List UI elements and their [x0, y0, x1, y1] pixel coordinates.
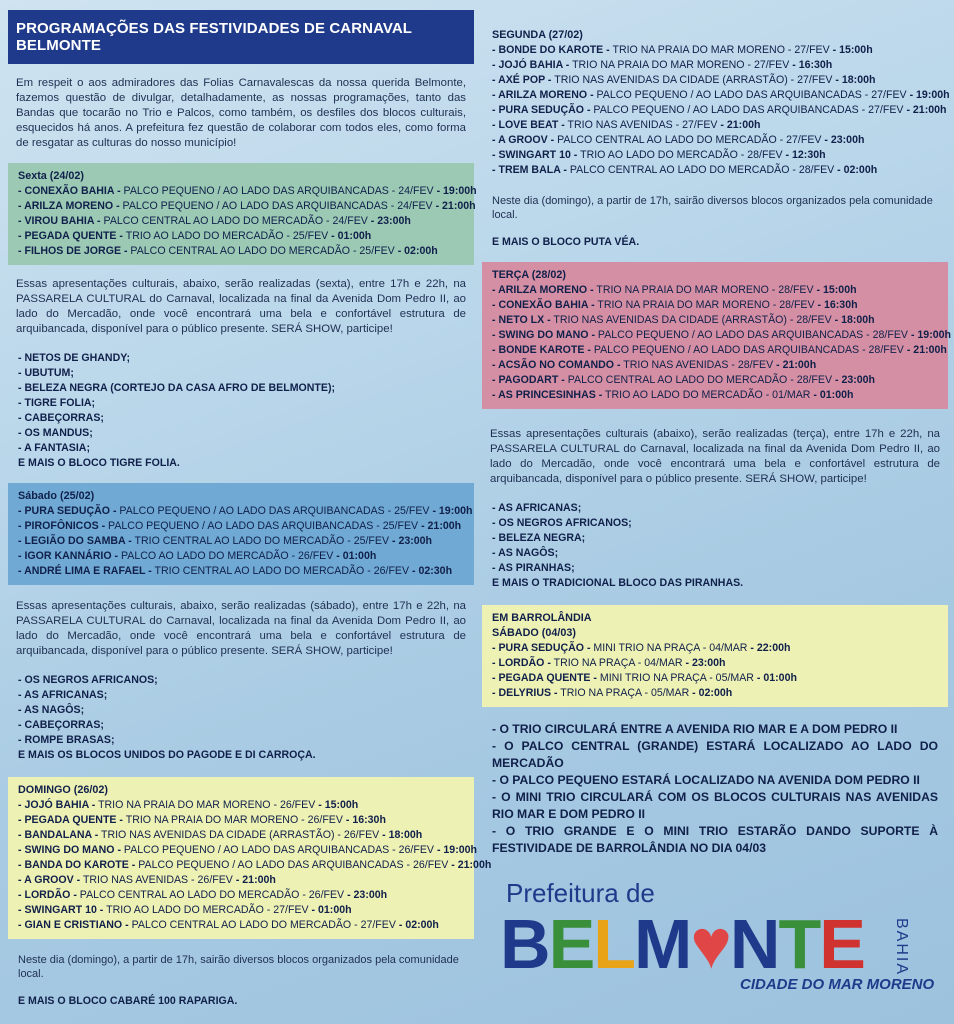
band-time: - 21:00h [451, 859, 492, 871]
band-time: - 18:00h [834, 314, 875, 326]
band-name: - PEGADA QUENTE - [492, 672, 597, 684]
band-time: - 18:00h [382, 829, 423, 841]
band-time: - 16:30h [345, 814, 386, 826]
band-location: TRIO NA PRAIA DO MAR MORENO - 26/FEV [95, 799, 319, 811]
band-name: - ACSÃO NO COMANDO - [492, 359, 621, 371]
band-name: - DELYRIUS - [492, 687, 558, 699]
sexta-blocos-list [8, 349, 474, 473]
schedule-row [492, 103, 947, 118]
band-time: - 19:00h [432, 505, 473, 517]
schedule-row [18, 873, 464, 888]
band-name: - BONDE KAROTE - [492, 344, 591, 356]
prefeitura-logo [500, 878, 950, 1018]
domingo-extra: E MAIS O BLOCO CABARÉ 100 RAPARIGA. [18, 995, 238, 1007]
band-name: - LORDÃO - [492, 657, 551, 669]
bloco-item: - OS NEGROS AFRICANOS; [492, 517, 632, 529]
band-time: - 15:00h [832, 44, 873, 56]
band-name: - PURA SEDUÇÃO - [18, 505, 117, 517]
schedule-row [18, 534, 464, 549]
band-location: TRIO AO LADO DO MERCADÃO - 01/MAR [602, 389, 814, 401]
schedule-row [18, 199, 476, 214]
band-location: TRIO AO LADO DO MERCADÃO - 27/FEV [103, 904, 312, 916]
band-name: - CONEXÃO BAHIA - [492, 299, 595, 311]
logo-letter: M [634, 905, 691, 983]
barrolandia-place: EM BARROLÂNDIA [492, 612, 592, 624]
intro-text: Em respeit o aos admiradores das Folias Carnavalescas da nossa querida Belmonte, fazemos questão de divulgar, detalhadamente, as nossas programações, tanto das Bandas que tocarão no Trio e Palcos, como também, os desfiles dos blocos culturais, esquecidos há anos. A prefeitura fez questão de colaborar com todos eles, como forma de resgatar as culturas do nosso município! [16, 77, 466, 149]
info-item: - O TRIO CIRCULARÁ ENTRE A AVENIDA RIO MAR E A DOM PEDRO II [492, 722, 898, 736]
band-name: - BANDA DO KAROTE - [18, 859, 136, 871]
band-time: - 15:00h [816, 284, 857, 296]
bloco-item: E MAIS OS BLOCOS UNIDOS DO PAGODE E DI CARROÇA. [18, 749, 316, 761]
band-name: - PEGADA QUENTE - [18, 230, 123, 242]
schedule-row [492, 686, 938, 701]
band-time: - 23:00h [685, 657, 726, 669]
band-location: TRIO NAS AVENIDAS - 27/FEV [564, 119, 721, 131]
terca-schedule [492, 283, 951, 403]
band-name: - SWING DO MANO - [18, 844, 121, 856]
schedule-row [18, 843, 477, 858]
band-location: PALCO CENTRAL AO LADO DO MERCADÃO - 25/FEV [127, 245, 398, 257]
sabado-blocos-list [8, 671, 474, 765]
schedule-row [492, 283, 938, 298]
schedule-row [18, 918, 464, 933]
bloco-item: - A FANTASIA; [18, 442, 90, 454]
band-location: PALCO PEQUENO / AO LADO DAS ARQUIBANCADAS - 24/FEV [119, 200, 436, 212]
sabado-schedule [18, 504, 473, 579]
band-location: PALCO CENTRAL AO LADO DO MERCADÃO - 27/FEV [128, 919, 399, 931]
domingo-section [8, 777, 492, 939]
schedule-row [492, 58, 938, 73]
sabado-section [8, 483, 474, 585]
band-time: - 21:00h [235, 874, 276, 886]
schedule-row [18, 858, 492, 873]
terca-blocos-list [482, 499, 948, 593]
band-name: - SWINGART 10 - [18, 904, 104, 916]
band-location: TRIO NA PRAIA DO MAR MORENO - 26/FEV [122, 814, 346, 826]
bloco-item: E MAIS O BLOCO TIGRE FOLIA. [18, 457, 180, 469]
bloco-item: - NETOS DE GHANDY; [18, 352, 131, 364]
schedule-row [18, 564, 464, 579]
bloco-item: - BELEZA NEGRA; [492, 532, 586, 544]
schedule-row [492, 43, 938, 58]
schedule-row [18, 504, 473, 519]
band-location: TRIO NA PRAIA DO MAR MORENO - 27/FEV [609, 44, 833, 56]
band-name: - ARILZA MORENO - [492, 284, 594, 296]
schedule-row [18, 813, 464, 828]
band-time: - 23:00h [391, 535, 433, 547]
band-location: PALCO PEQUENO / AO LADO DAS ARQUIBANCADAS - 28/FEV [590, 344, 907, 356]
schedule-row [18, 214, 464, 229]
band-name: - PURA SEDUÇÃO - [492, 642, 591, 654]
schedule-row [492, 641, 938, 656]
logo-subtitle: CIDADE DO MAR MORENO [740, 976, 935, 993]
band-location: TRIO NAS AVENIDAS - 28/FEV [620, 359, 777, 371]
sexta-section [8, 163, 477, 265]
schedule-row [492, 656, 938, 671]
schedule-row [18, 184, 477, 199]
band-name: - A GROOV - [18, 874, 81, 886]
band-location: PALCO PEQUENO / AO LADO DAS ARQUIBANCADAS - 27/FEV [593, 89, 910, 101]
logo-letter: L [593, 905, 635, 983]
schedule-row [492, 671, 938, 686]
band-time: - 01:00h [331, 230, 372, 242]
band-time: - 02:00h [397, 245, 438, 257]
band-location: TRIO CENTRAL AO LADO DO MERCADÃO - 25/FEV [131, 535, 392, 547]
band-time: - 18:00h [835, 74, 876, 86]
band-location: MINI TRIO NA PRAÇA - 05/MAR [596, 672, 757, 684]
band-location: PALCO PEQUENO / AO LADO DAS ARQUIBANCADAS - 25/FEV [116, 505, 433, 517]
band-name: - LOVE BEAT - [492, 119, 565, 131]
band-name: - ARILZA MORENO - [492, 89, 594, 101]
band-location: PALCO PEQUENO / AO LADO DAS ARQUIBANCADAS - 25/FEV [105, 520, 422, 532]
band-name: - PAGODART - [492, 374, 565, 386]
band-name: - JOJÓ BAHIA - [492, 59, 570, 71]
band-location: PALCO CENTRAL AO LADO DO MERCADÃO - 28/FEV [566, 164, 838, 176]
band-name: - PURA SEDUÇÃO - [492, 104, 591, 116]
logo-belmonte-wordmark [500, 904, 864, 984]
info-item: - O TRIO GRANDE E O MINI TRIO ESTARÃO DANDO SUPORTE À FESTIVIDADE DE BARROLÂNDIA NO DIA 04/03 [492, 824, 938, 855]
band-location: TRIO NA PRAIA DO MAR MORENO - 28/FEV [593, 284, 817, 296]
schedule-row [492, 133, 938, 148]
band-location: PALCO CENTRAL AO LADO DO MERCADÃO - 26/FEV [76, 889, 348, 901]
band-name: - NETO LX - [492, 314, 551, 326]
band-time: - 02:00h [692, 687, 733, 699]
logo-heart-icon: ♥ [690, 905, 730, 983]
schedule-row [492, 313, 938, 328]
band-location: TRIO NA PRAIA DO MAR MORENO - 27/FEV [569, 59, 793, 71]
band-name: - TREM BALA - [492, 164, 567, 176]
band-time: - 01:00h [813, 389, 854, 401]
logo-letter: B [500, 905, 549, 983]
logo-letter: E [819, 905, 864, 983]
info-item: - O MINI TRIO CIRCULARÁ COM OS BLOCOS CULTURAIS NAS AVENIDAS RIO MAR E DOM PEDRO II [492, 790, 938, 821]
band-location: PALCO CENTRAL AO LADO DO MERCADÃO - 27/FEV [554, 134, 825, 146]
domingo-schedule [18, 798, 492, 933]
domingo-heading: DOMINGO (26/02) [18, 784, 108, 796]
band-time: - 02:00h [398, 919, 439, 931]
logo-letter: E [548, 905, 594, 983]
band-time: - 21:00h [906, 344, 947, 356]
terca-heading: TERÇA (28/02) [492, 269, 566, 281]
band-location: TRIO NAS AVENIDAS DA CIDADE (ARRASTÃO) - 28/FEV [550, 314, 835, 326]
band-location: MINI TRIO NA PRAÇA - 04/MAR [590, 642, 751, 654]
band-name: - SWINGART 10 - [492, 149, 578, 161]
band-time: - 01:00h [311, 904, 352, 916]
schedule-row [492, 298, 938, 313]
bloco-item: - UBUTUM; [18, 367, 74, 379]
band-location: PALCO PEQUENO / AO LADO DAS ARQUIBANCADAS - 24/FEV [120, 185, 437, 197]
schedule-row [492, 358, 938, 373]
band-time: - 22:00h [750, 642, 791, 654]
band-time: - 21:00h [421, 520, 462, 532]
bloco-item: - BELEZA NEGRA (CORTEJO DA CASA AFRO DE BELMONTE); [18, 382, 336, 394]
sabado-heading: Sábado (25/02) [18, 490, 95, 502]
schedule-row [492, 388, 938, 403]
band-location: TRIO CENTRAL AO LADO DO MERCADÃO - 26/FEV [151, 565, 412, 577]
band-time: - 23:00h [834, 374, 876, 386]
bloco-item: - TIGRE FOLIA; [18, 397, 96, 409]
band-time: - 19:00h [436, 185, 477, 197]
info-list [482, 721, 948, 857]
band-time: - 23:00h [824, 134, 865, 146]
band-time: - 23:00h [347, 889, 388, 901]
band-name: - PEGADA QUENTE - [18, 814, 123, 826]
terca-passarela-text: Essas apresentações culturais (abaixo), serão realizadas (terça), entre 17h e 22h, na PASSARELA CULTURAL do Carnaval, localizada na final da Avenida Dom Pedro II, ao lado do Mercadão, onde você encontrará uma bela e confortável estrutura de arquibancada, disponível para o público presente. SERÁ SHOW, participe! [490, 428, 940, 485]
band-name: - GIAN E CRISTIANO - [18, 919, 129, 931]
band-name: - ARILZA MORENO - [18, 200, 120, 212]
schedule-row [492, 373, 938, 388]
bloco-item: - AS PIRANHAS; [492, 562, 575, 574]
info-item: - O PALCO PEQUENO ESTARÁ LOCALIZADO NA AVENIDA DOM PEDRO II [492, 773, 920, 787]
band-name: - IGOR KANNÁRIO - [18, 550, 119, 562]
band-location: PALCO PEQUENO / AO LADO DAS ARQUIBANCADAS - 27/FEV [590, 104, 907, 116]
logo-bahia-text: BAHIA [893, 918, 910, 977]
terca-section [482, 262, 951, 409]
bloco-item: - CABEÇORRAS; [18, 412, 104, 424]
band-location: TRIO NA PRAÇA - 05/MAR [557, 687, 693, 699]
schedule-row [492, 328, 951, 343]
schedule-row [18, 549, 464, 564]
sexta-heading: Sexta (24/02) [18, 170, 85, 182]
band-location: TRIO NA PRAIA DO MAR MORENO - 28/FEV [594, 299, 818, 311]
band-name: - CONEXÃO BAHIA - [18, 185, 121, 197]
bloco-item: - AS AFRICANAS; [492, 502, 582, 514]
schedule-row [18, 903, 464, 918]
bloco-item: E MAIS O TRADICIONAL BLOCO DAS PIRANHAS. [492, 577, 744, 589]
band-location: TRIO AO LADO DO MERCADÃO - 25/FEV [122, 230, 332, 242]
band-name: - FILHOS DE JORGE - [18, 245, 128, 257]
info-item: - O PALCO CENTRAL (GRANDE) ESTARÁ LOCALIZADO AO LADO DO MERCADÃO [492, 739, 938, 770]
logo-prefeitura-text: Prefeitura de [506, 878, 655, 908]
band-time: - 19:00h [909, 89, 950, 101]
schedule-row [492, 343, 947, 358]
band-time: - 21:00h [906, 104, 947, 116]
schedule-row [18, 229, 464, 244]
schedule-row [492, 163, 938, 178]
barrolandia-section [482, 605, 948, 707]
band-time: - 19:00h [910, 329, 951, 341]
band-name: - SWING DO MANO - [492, 329, 595, 341]
band-location: TRIO NA PRAÇA - 04/MAR [550, 657, 686, 669]
schedule-row [18, 519, 464, 534]
segunda-note: Neste dia (domingo), a partir de 17h, sairão diversos blocos organizados pela comunidade local. [492, 195, 933, 221]
bloco-item: - CABEÇORRAS; [18, 719, 104, 731]
band-time: - 15:00h [318, 799, 359, 811]
bloco-item: - AS NAGÔS; [18, 704, 85, 716]
band-name: - LEGIÃO DO SAMBA - [18, 535, 132, 547]
schedule-row [18, 888, 464, 903]
sabado-passarela-text: Essas apresentações culturais, abaixo, serão realizadas (sábado), entre 17h e 22h, na PASSARELA CULTURAL do Carnaval, localizada na final da Avenida Dom Pedro II, ao lado do Mercadão, onde você encontrará uma bela e confortável estrutura de arquibancada, disponível para o público presente. SERÁ SHOW, participe! [16, 600, 466, 657]
bloco-item: - OS NEGROS AFRICANOS; [18, 674, 158, 686]
sexta-schedule [18, 184, 477, 259]
band-time: - 21:00h [776, 359, 817, 371]
schedule-row [492, 88, 950, 103]
band-time: - 21:00h [720, 119, 761, 131]
band-name: - VIROU BAHIA - [18, 215, 101, 227]
band-name: - AXÉ POP - [492, 74, 552, 86]
page-title: PROGRAMAÇÕES DAS FESTIVIDADES DE CARNAVAL BELMONTE [8, 10, 474, 64]
right-column [482, 0, 951, 857]
band-location: PALCO CENTRAL AO LADO DO MERCADÃO - 24/FEV [100, 215, 371, 227]
band-name: - AS PRINCESINHAS - [492, 389, 603, 401]
band-time: - 02:00h [837, 164, 878, 176]
schedule-row [18, 798, 464, 813]
band-location: PALCO PEQUENO / AO LADO DAS ARQUIBANCADAS - 26/FEV [120, 844, 437, 856]
band-time: - 23:00h [370, 215, 411, 227]
band-time: - 02:30h [412, 565, 453, 577]
domingo-note: Neste dia (domingo), a partir de 17h, sairão diversos blocos organizados pela comunidade local. [18, 954, 459, 980]
band-name: - BONDE DO KAROTE - [492, 44, 610, 56]
band-name: - A GROOV - [492, 134, 555, 146]
segunda-heading: SEGUNDA (27/02) [492, 29, 583, 41]
barrolandia-schedule [492, 641, 938, 701]
segunda-schedule [492, 43, 950, 178]
schedule-row [492, 148, 938, 163]
band-time: - 21:00h [435, 200, 476, 212]
bloco-item: - ROMPE BRASAS; [18, 734, 115, 746]
band-time: - 16:30h [792, 59, 833, 71]
band-location: TRIO NAS AVENIDAS DA CIDADE (ARRASTÃO) - 27/FEV [551, 74, 836, 86]
logo-letter: N [729, 905, 779, 983]
bloco-item: - AS AFRICANAS; [18, 689, 108, 701]
schedule-row [18, 828, 464, 843]
band-time: - 01:00h [756, 672, 797, 684]
band-location: PALCO PEQUENO / AO LADO DAS ARQUIBANCADAS - 28/FEV [594, 329, 911, 341]
band-location: PALCO CENTRAL AO LADO DO MERCADÃO - 28/FEV [564, 374, 835, 386]
band-time: - 19:00h [436, 844, 477, 856]
barrolandia-heading: SÁBADO (04/03) [492, 627, 576, 639]
segunda-section [482, 26, 948, 184]
band-name: - PIROFÔNICOS - [18, 520, 106, 532]
band-location: TRIO NAS AVENIDAS - 26/FEV [80, 874, 236, 886]
band-name: - JOJÓ BAHIA - [18, 799, 96, 811]
bloco-item: - OS MANDUS; [18, 427, 93, 439]
band-location: PALCO PEQUENO / AO LADO DAS ARQUIBANCADAS - 26/FEV [135, 859, 452, 871]
band-time: - 01:00h [336, 550, 377, 562]
band-location: TRIO AO LADO DO MERCADÃO - 28/FEV [577, 149, 786, 161]
segunda-extra: E MAIS O BLOCO PUTA VÉA. [492, 236, 640, 248]
band-location: PALCO AO LADO DO MERCADÃO - 26/FEV [118, 550, 337, 562]
band-location: TRIO NAS AVENIDAS DA CIDADE (ARRASTÃO) - 26/FEV [98, 829, 383, 841]
sexta-passarela-text: Essas apresentações culturais, abaixo, serão realizadas (sexta), entre 17h e 22h, na PASSARELA CULTURAL do Carnaval, localizada na final da Avenida Dom Pedro II, ao lado do Mercadão, onde você encontrará uma bela e confortável estrutura de arquibancada, disponível para o público presente. SERÁ SHOW, participe! [16, 278, 466, 335]
schedule-row [492, 118, 938, 133]
band-time: - 16:30h [817, 299, 858, 311]
bloco-item: - AS NAGÔS; [492, 547, 559, 559]
band-name: - LORDÃO - [18, 889, 77, 901]
schedule-row [492, 73, 938, 88]
band-name: - ANDRÉ LIMA E RAFAEL - [18, 565, 152, 577]
left-column [8, 0, 492, 1013]
band-time: - 12:30h [785, 149, 826, 161]
schedule-row [18, 244, 464, 259]
band-name: - BANDALANA - [18, 829, 99, 841]
logo-letter: T [778, 905, 820, 983]
